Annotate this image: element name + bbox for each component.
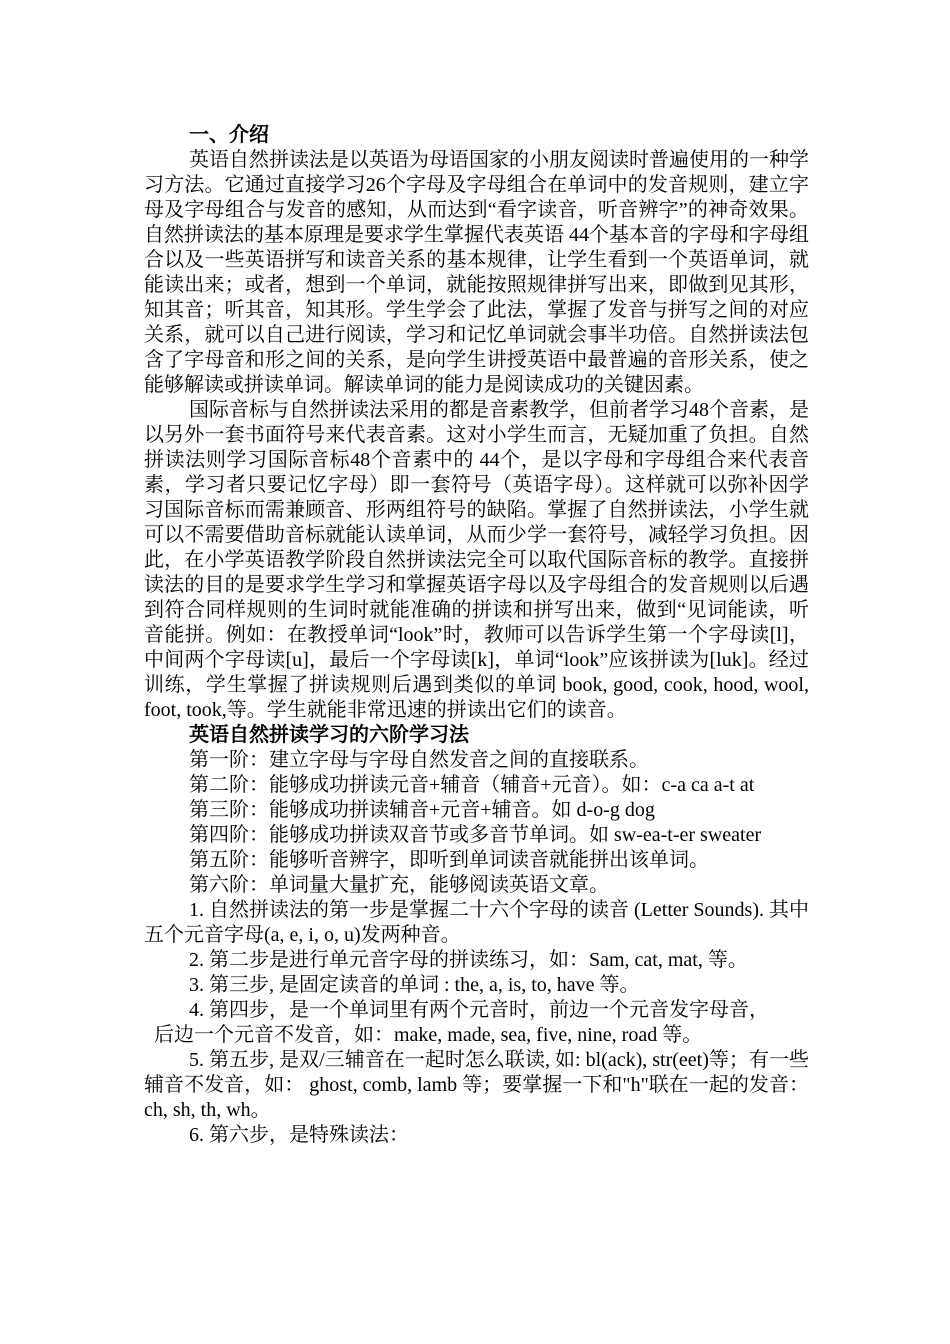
intro-paragraph-2: 国际音标与自然拼读法采用的都是音素教学，但前者学习48个音素，是以另外一套书面符号来代表音素。这对小学生而言，无疑加重了负担。自然拼读法则学习国际音标48个音素中的 44个，是以字母和字母组合来代表音素，学习者只要记忆字母）即一套符号（英语字母）。这样就可以弥补因学习国际音标而需兼顾音、形两组符号的缺陷。掌握了自然拼读法，小学生就可以不需要借助音标就能认读单词，从而少学一套符号，减轻学习负担。因此，在小学英语教学阶段自然拼读法完全可以取代国际音标的教学。直接拼读法的目的是要求学生学习和掌握英语字母以及字母组合的发音规则以后遇到符合同样规则的生词时就能准确的拼读和拼写出来，做到“见词能读，听音能拼。例如：在教授单词“look”时，教师可以告诉学生第一个字母读[l]，中间两个字母读[u]，最后一个字母读[k]，单词“look”应该拼读为[luk]。经过训练，学生掌握了拼读规则后遇到类似的单词 book, good, cook, hood, wool, foot, took,等。学生就能非常迅速的拼读出它们的读音。 <box>144 399 809 721</box>
stage-4: 第四阶：能够成功拼读双音节或多音节单词。如 sw-ea-t-er sweater <box>189 824 762 846</box>
stage-6: 第六阶：单词量大量扩充，能够阅读英语文章。 <box>189 874 609 896</box>
stage-2: 第二阶：能够成功拼读元音+辅音（辅音+元音）。如：c-a ca a-t at <box>189 774 755 796</box>
stage-5: 第五阶：能够听音辨字，即听到单词读音就能拼出该单词。 <box>189 849 709 871</box>
step-6: 6. 第六步，是特殊读法： <box>189 1124 409 1146</box>
step-3: 3. 第三步, 是固定读音的单词 : the, a, is, to, have 等。 <box>189 974 640 996</box>
step-5: 5. 第五步, 是双/三辅音在一起时怎么联读, 如: bl(ack), str(eet)等；有一些辅音不发音，如： ghost, comb, lamb 等；要掌握一下和"h"联在一起的发音： ch, sh, th, wh。 <box>144 1049 809 1121</box>
intro-paragraph-1: 英语自然拼读法是以英语为母语国家的小朋友阅读时普遍使用的一种学习方法。它通过直接学习26个字母及字母组合在单词中的发音规则，建立字母及字母组合与发音的感知，从而达到“看字读音，听音辨字”的神奇效果。自然拼读法的基本原理是要求学生掌握代表英语 44个基本音的字母和字母组合以及一些英语拼写和读音关系的基本规律，让学生看到一个英语单词，就能读出来；或者，想到一个单词，就能按照规律拼写出来，即做到见其形，知其音；听其音，知其形。学生学会了此法，掌握了发音与拼写之间的对应关系，就可以自己进行阅读，学习和记忆单词就会事半功倍。自然拼读法包含了字母音和形之间的关系，是向学生讲授英语中最普遍的音形关系，使之能够解读或拼读单词。解读单词的能力是阅读成功的关键因素。 <box>144 149 809 396</box>
stage-3: 第三阶：能够成功拼读辅音+元音+辅音。如 d-o-g dog <box>189 799 655 821</box>
section-heading-intro: 一、介绍 <box>189 124 269 146</box>
stage-1: 第一阶：建立字母与字母自然发音之间的直接联系。 <box>189 749 649 771</box>
step-1: 1. 自然拼读法的第一步是掌握二十六个字母的读音 (Letter Sounds). 其中五个元音字母(a, e, i, o, u)发两种音。 <box>144 899 809 946</box>
document-body <box>144 123 809 1148</box>
step-4-line-1: 4. 第四步，是一个单词里有两个元音时，前边一个元音发字母音， <box>189 999 769 1021</box>
step-2: 2. 第二步是进行单元音字母的拼读练习，如：Sam, cat, mat, 等。 <box>189 949 748 971</box>
section-heading-six-stages: 英语自然拼读学习的六阶学习法 <box>189 724 469 746</box>
step-4-line-2: 后边一个元音不发音，如：make, made, sea, five, nine, road 等。 <box>154 1024 703 1046</box>
